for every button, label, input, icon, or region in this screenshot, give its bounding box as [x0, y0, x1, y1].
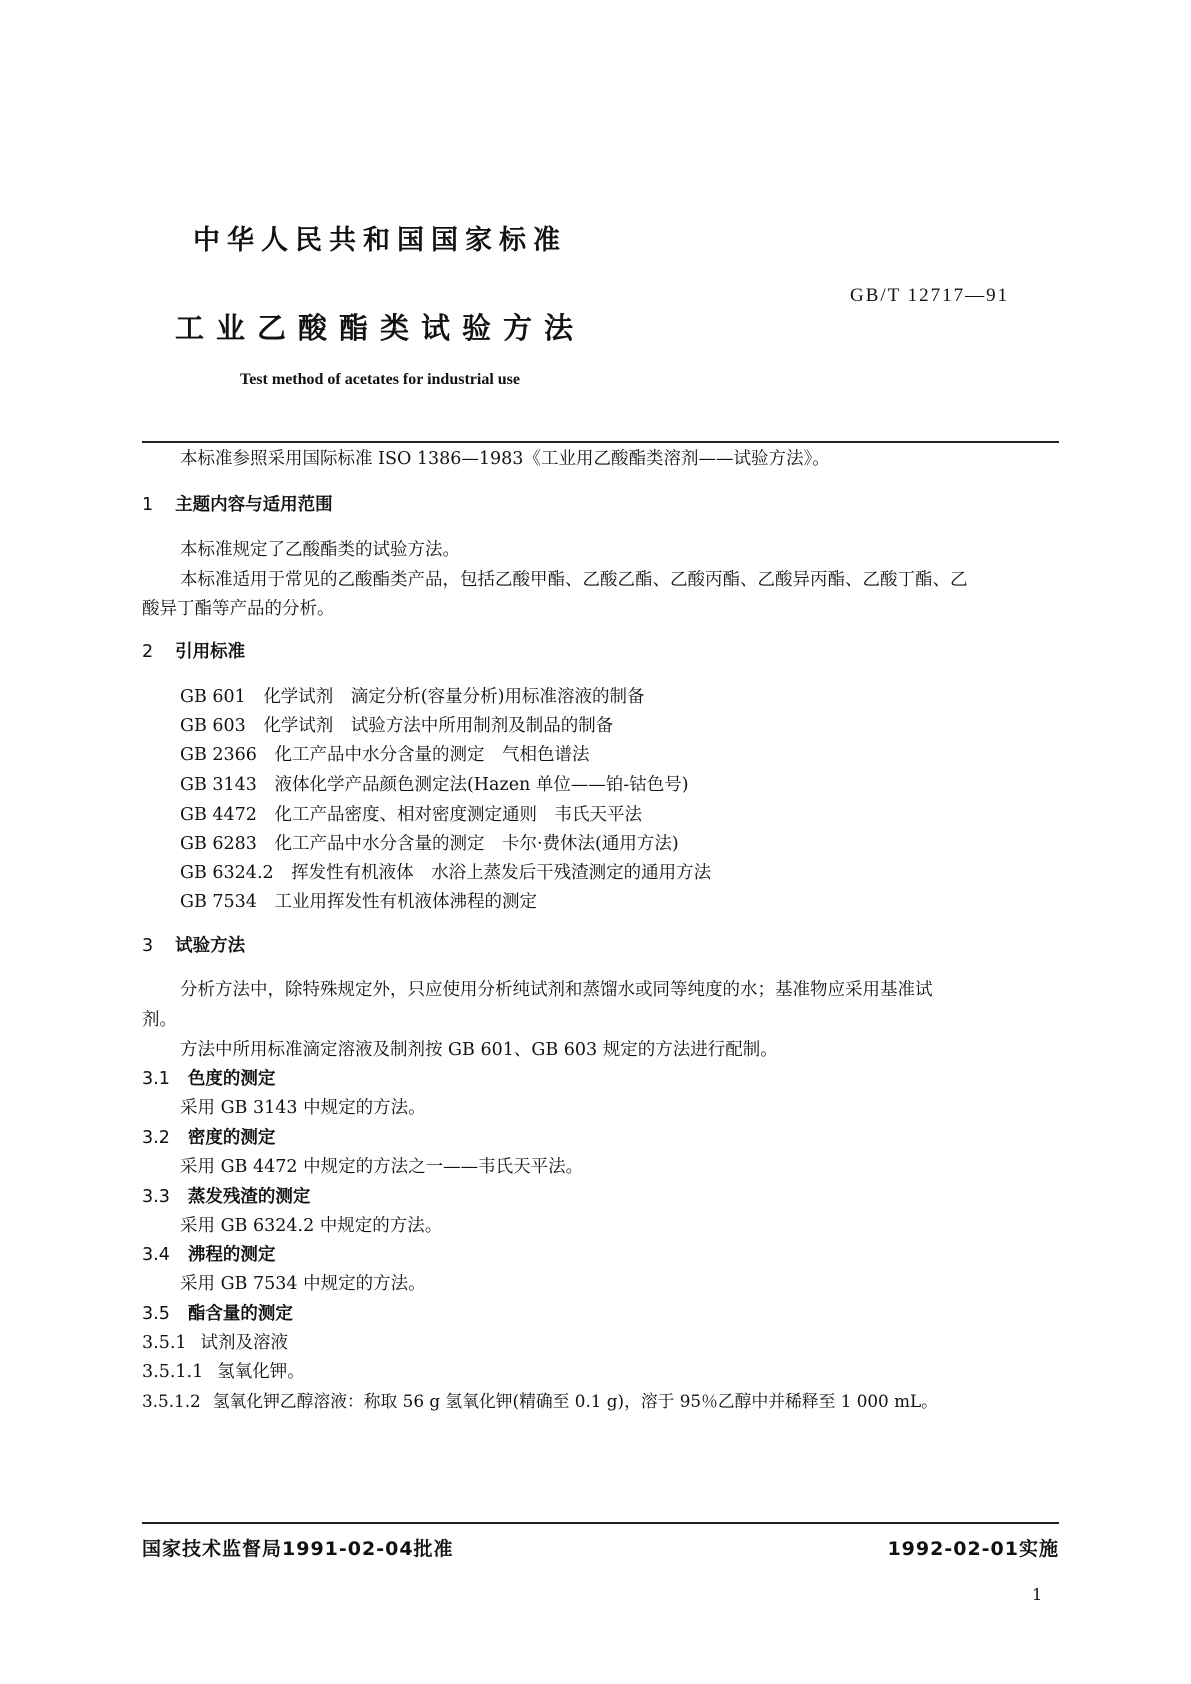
clause-number: 3.5.1.2: [142, 1391, 201, 1411]
reference-item: [180, 801, 642, 826]
section-2-heading: [142, 638, 245, 663]
clause-number: 3.5.1.1: [142, 1362, 204, 1382]
section-2-number: 2: [142, 642, 154, 662]
bottom-divider: [142, 1522, 1059, 1524]
implementation-line: 1992-02-01实施: [887, 1538, 1059, 1560]
clause-text: 氢氧化钾。: [217, 1362, 305, 1382]
subsection-number: 3.1: [142, 1069, 170, 1089]
section-1-p2-line2: 酸异丁酯等产品的分析。: [142, 599, 335, 619]
section-1-number: 1: [142, 495, 154, 515]
reference-title: 挥发性有机液体 水浴上蒸发后干残渣测定的通用方法: [291, 863, 712, 883]
section-3-title: 试验方法: [175, 936, 246, 956]
reference-item: [180, 888, 537, 913]
reference-title: 化工产品中水分含量的测定 气相色谱法: [274, 745, 590, 765]
reference-item: [180, 712, 613, 737]
standard-number: GB/T 12717—91: [850, 285, 1010, 306]
subsection-title: 密度的测定: [187, 1128, 276, 1148]
subsection-title: 蒸发残渣的测定: [187, 1187, 311, 1207]
section-3-heading: [142, 932, 245, 957]
subsection-3-4-body: 采用 GB 7534 中规定的方法。: [180, 1274, 426, 1294]
subsection-number: 3.4: [142, 1245, 170, 1265]
subsection-title: 色度的测定: [187, 1069, 276, 1089]
reference-code: GB 7534: [180, 892, 257, 912]
document-title-cn: 工业乙酸酯类试验方法: [174, 311, 585, 345]
section-1-p2-line1: 本标准适用于常见的乙酸酯类产品，包括乙酸甲酯、乙酸乙酯、乙酸丙酯、乙酸异丙酯、乙酸丁酯、乙: [180, 570, 968, 590]
section-1-title: 主题内容与适用范围: [175, 495, 333, 515]
reference-title: 液体化学产品颜色测定法(Hazen 单位——铂-钴色号): [274, 775, 689, 795]
reference-title: 化学试剂 试验方法中所用制剂及制品的制备: [263, 716, 614, 736]
intro-paragraph: 本标准参照采用国际标准 ISO 1386—1983《工业用乙酸酯类溶剂——试验方法》。: [180, 449, 830, 469]
subsection-3-3-body: 采用 GB 6324.2 中规定的方法。: [180, 1216, 443, 1236]
section-1-p1: 本标准规定了乙酸酯类的试验方法。: [180, 540, 460, 560]
reference-title: 工业用挥发性有机液体沸程的测定: [274, 892, 537, 912]
reference-code: GB 601: [180, 687, 246, 707]
section-1-heading: [142, 491, 333, 516]
subsection-3-3-heading: [142, 1183, 310, 1208]
subsection-number: 3.2: [142, 1128, 170, 1148]
section-3-p1-line2: 剂。: [142, 1010, 177, 1030]
reference-item: [180, 683, 644, 708]
subsection-3-1-body: 采用 GB 3143 中规定的方法。: [180, 1098, 426, 1118]
subsection-title: 沸程的测定: [187, 1245, 276, 1265]
reference-item: [180, 741, 589, 766]
subsection-3-1-heading: [142, 1065, 275, 1090]
subsection-title: 酯含量的测定: [187, 1304, 293, 1324]
page-number: 1: [1032, 1585, 1043, 1604]
reference-code: GB 4472: [180, 805, 257, 825]
subsection-3-2-body: 采用 GB 4472 中规定的方法之一——韦氏天平法。: [180, 1157, 584, 1177]
reference-title: 化工产品密度、相对密度测定通则 韦氏天平法: [274, 805, 642, 825]
national-standard-heading: 中华人民共和国国家标准: [193, 225, 567, 256]
reference-code: GB 603: [180, 716, 246, 736]
clause-3-5-1: [142, 1329, 288, 1354]
reference-item: [180, 830, 679, 855]
document-title-en: Test method of acetates for industrial use: [240, 371, 520, 388]
section-3-p2: 方法中所用标准滴定溶液及制剂按 GB 601、GB 603 规定的方法进行配制。: [180, 1040, 778, 1060]
reference-code: GB 3143: [180, 775, 257, 795]
subsection-3-2-heading: [142, 1124, 275, 1149]
clause-3-5-1-2: [142, 1388, 938, 1412]
clause-text: 氢氧化钾乙醇溶液：称取 56 g 氢氧化钾(精确至 0.1 g)，溶于 95％乙醇中并稀释至 1 000 mL。: [212, 1391, 938, 1411]
reference-item: [180, 859, 711, 884]
approval-line: 国家技术监督局1991-02-04批准: [142, 1538, 454, 1560]
section-3-p1-line1: 分析方法中，除特殊规定外，只应使用分析纯试剂和蒸馏水或同等纯度的水；基准物应采用基准试: [180, 980, 933, 1000]
clause-text: 试剂及溶液: [200, 1333, 289, 1353]
reference-item: [180, 771, 689, 796]
subsection-number: 3.5: [142, 1304, 170, 1324]
subsection-3-4-heading: [142, 1241, 275, 1266]
subsection-number: 3.3: [142, 1187, 170, 1207]
section-2-title: 引用标准: [175, 642, 246, 662]
reference-code: GB 2366: [180, 745, 257, 765]
clause-number: 3.5.1: [142, 1333, 187, 1353]
reference-code: GB 6324.2: [180, 863, 274, 883]
subsection-3-5-heading: [142, 1300, 293, 1325]
top-divider: [142, 441, 1059, 443]
reference-title: 化工产品中水分含量的测定 卡尔·费休法(通用方法): [274, 834, 679, 854]
clause-3-5-1-1: [142, 1358, 305, 1383]
reference-title: 化学试剂 滴定分析(容量分析)用标准溶液的制备: [263, 687, 645, 707]
reference-code: GB 6283: [180, 834, 257, 854]
section-3-number: 3: [142, 936, 154, 956]
